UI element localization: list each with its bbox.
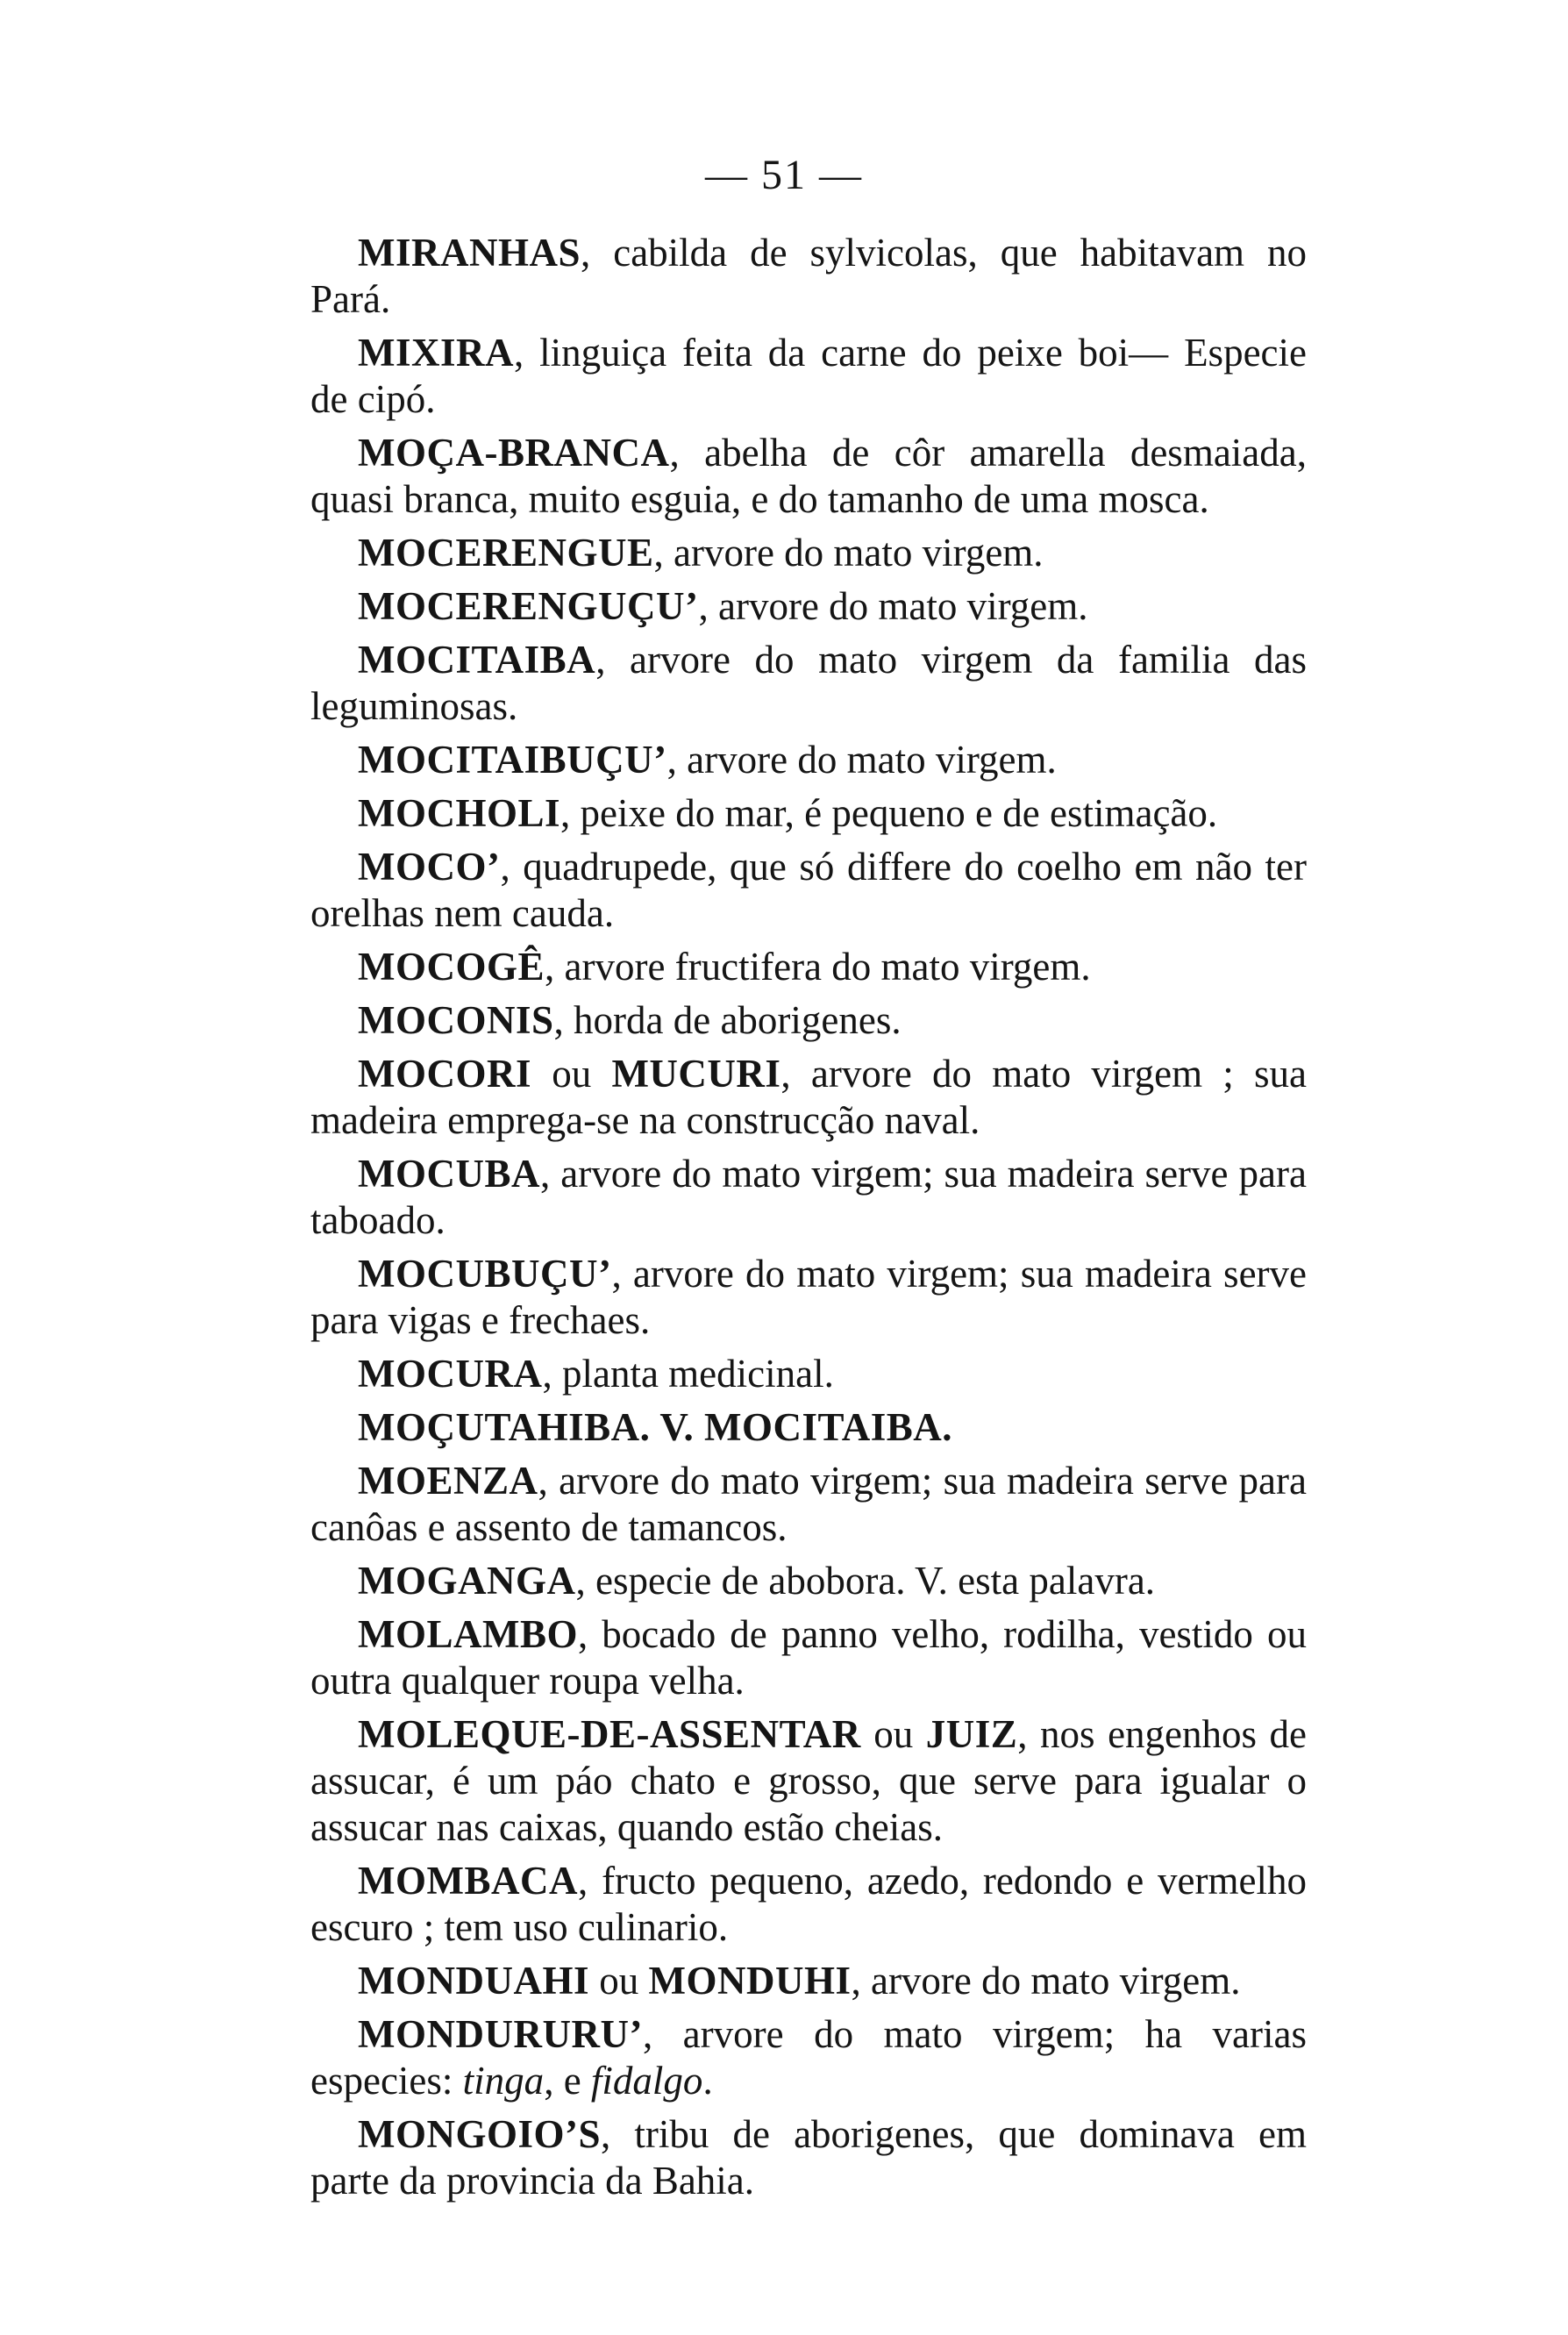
entry-definition: , arvore do mato virgem; sua madeira serve para canôas e assento de tamancos. (310, 1459, 1307, 1549)
dictionary-entry (310, 1251, 1307, 1344)
entry-headword: MONGOIO’S (358, 2112, 602, 2156)
entry-headword-alt: MONDUHI (648, 1959, 852, 2003)
entry-headword: MOÇA-BRANCA (358, 431, 670, 475)
entry-definition: , arvore fructifera do mato virgem. (545, 945, 1091, 989)
entry-headword: MOCURA (358, 1352, 543, 1396)
entry-italic-term: fidalgo (590, 2059, 703, 2103)
page-number: — 51 — (705, 152, 863, 198)
dictionary-entry (310, 737, 1307, 783)
entry-definition: , planta medicinal. (542, 1352, 834, 1396)
entry-definition: , arvore do mato virgem da familia das leguminosas. (310, 638, 1307, 728)
dictionary-entry (310, 1958, 1307, 2004)
entry-headword: MOCONIS (358, 998, 554, 1042)
entry-headword-alt: MUCURI (611, 1052, 781, 1096)
entry-definition: , fructo pequeno, azedo, redondo e vermelho escuro ; tem uso culinario. (310, 1859, 1307, 1949)
entry-headword: MOLEQUE-DE-ASSENTAR (358, 1712, 861, 1756)
entry-definition: , abelha de côr amarella desmaiada, quasi branca, muito esguia, e do tamanho de uma mosca. (310, 431, 1307, 521)
entry-definition: , horda de aborigenes. (553, 998, 902, 1042)
entry-definition: , quadrupede, que só differe do coelho em não ter orelhas nem cauda. (310, 845, 1307, 935)
dictionary-entry (310, 2111, 1307, 2204)
entry-definition-cont: , e (544, 2059, 591, 2103)
dictionary-entry (310, 1404, 1307, 1451)
entry-headword: MOCORI (358, 1052, 531, 1096)
dictionary-entry (310, 997, 1307, 1044)
entry-headword: MONDUAHI (358, 1959, 589, 2003)
dictionary-entry (310, 1351, 1307, 1397)
dictionary-entry (310, 1558, 1307, 1604)
entry-headword: MOCERENGUÇU’ (358, 584, 699, 628)
entry-headword: MOGANGA (358, 1559, 576, 1603)
entry-headword: MIRANHAS (358, 231, 581, 275)
entry-definition: , arvore do mato virgem ; sua madeira emprega-se na construcção naval. (310, 1052, 1307, 1142)
dictionary-entry (310, 330, 1307, 423)
entry-headword: MOCO’ (358, 845, 501, 889)
dictionary-entry (310, 944, 1307, 990)
entry-headword-alt: JUIZ (925, 1712, 1018, 1756)
dictionary-entry (310, 1711, 1307, 1851)
entry-definition: , arvore do mato virgem; sua madeira serve para vigas e frechaes. (310, 1252, 1307, 1342)
dictionary-entry (310, 1458, 1307, 1551)
dictionary-entry (310, 2011, 1307, 2104)
entry-definition: , tribu de aborigenes, que dominava em parte da provincia da Bahia. (310, 2112, 1307, 2203)
entry-definition: , bocado de panno velho, rodilha, vestido ou outra qualquer roupa velha. (310, 1612, 1307, 1703)
entry-connector: ou (860, 1712, 926, 1756)
entry-headword: MOCHOLI (358, 791, 561, 835)
entry-headword: MOMBACA (358, 1859, 578, 1903)
dictionary-entry (310, 1858, 1307, 1951)
entry-definition: , arvore do mato virgem; ha varias especies: (310, 2012, 1307, 2103)
entry-headword: MOCOGÊ (358, 945, 545, 989)
dictionary-entries (310, 230, 1307, 2211)
dictionary-entry (310, 230, 1307, 323)
dictionary-entry (310, 430, 1307, 523)
dictionary-entry (310, 1611, 1307, 1704)
entry-headword: MOCERENGUE (358, 531, 654, 575)
entry-headword: MOÇUTAHIBA. V. MOCITAIBA. (358, 1405, 952, 1449)
dictionary-entry (310, 530, 1307, 576)
entry-definition-end: . (702, 2059, 713, 2103)
entry-definition: , peixe do mar, é pequeno e de estimação. (560, 791, 1218, 835)
entry-definition: , linguiça feita da carne do peixe boi— Especie de cipó. (310, 331, 1307, 421)
entry-headword: MOCUBA (358, 1152, 540, 1196)
entry-definition: , arvore do mato virgem. (851, 1959, 1241, 2003)
entry-connector: ou (531, 1052, 612, 1096)
entry-italic-term: tinga (462, 2059, 545, 2103)
dictionary-entry (310, 1151, 1307, 1244)
entry-headword: MOENZA (358, 1459, 538, 1503)
entry-definition: , cabilda de sylvicolas, que habitavam no Pará. (310, 231, 1307, 321)
entry-headword: MIXIRA (358, 331, 514, 375)
dictionary-entry (310, 583, 1307, 630)
dictionary-entry (310, 790, 1307, 837)
entry-definition: , nos engenhos de assucar, é um páo chato e grosso, que serve para igualar o assucar nas caixas, quando estão cheias. (310, 1712, 1308, 1849)
entry-headword: MONDURURU’ (358, 2012, 643, 2056)
dictionary-entry (310, 844, 1307, 937)
entry-definition: , arvore do mato virgem. (653, 531, 1044, 575)
entry-headword: MOCITAIBA (358, 638, 596, 682)
entry-definition: , especie de abobora. V. esta palavra. (575, 1559, 1156, 1603)
entry-headword: MOCITAIBUÇU’ (358, 738, 667, 782)
entry-definition: , arvore do mato virgem; sua madeira serve para taboado. (310, 1152, 1307, 1242)
dictionary-entry (310, 637, 1307, 730)
entry-definition: , arvore do mato virgem. (698, 584, 1088, 628)
entry-definition: , arvore do mato virgem. (666, 738, 1057, 782)
entry-headword: MOLAMBO (358, 1612, 578, 1656)
dictionary-entry (310, 1051, 1307, 1144)
entry-connector: ou (588, 1959, 649, 2003)
entry-headword: MOCUBUÇU’ (358, 1252, 612, 1296)
